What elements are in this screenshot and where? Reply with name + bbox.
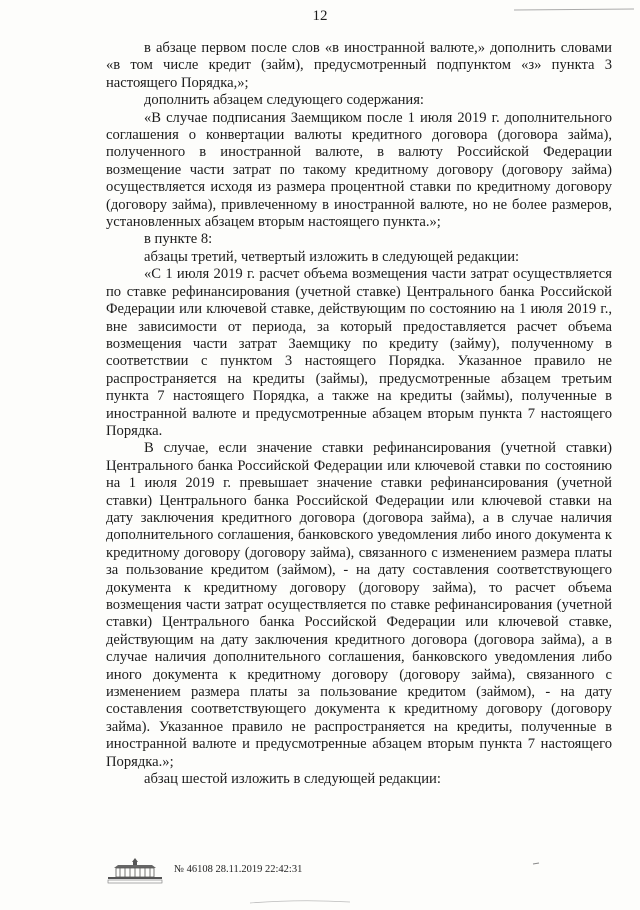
document-body (106, 40, 612, 788)
page-number: 12 (312, 8, 328, 24)
registration-stamp: № 46108 28.11.2019 22:42:31 (174, 864, 303, 875)
paragraph: в пункте 8: (144, 231, 213, 248)
bottom-scan-mark (250, 892, 350, 898)
top-scan-mark (514, 0, 634, 6)
paragraph: дополнить абзацем следующего содержания: (144, 92, 424, 109)
scan-mark (532, 860, 540, 870)
paragraph: в абзаце первом после слов «в иностранной валюте,» дополнить словами «в том числе кредит (займ), предусмотренный подпунктом «з» пункта 3 настоящего Порядка,»; (106, 40, 612, 91)
building-emblem-icon (104, 856, 166, 884)
paragraph: «В случае подписания Заемщиком после 1 июля 2019 г. дополнительного соглашения о конвертации валюты кредитного договора (договора займа), полученного в иностранной валюте, в валюту Российской Федерации возмещение части затрат по такому кредитному договору (договору займа) осуществляется исходя из размера процентной ставки по кредитному договору (договору займа), привлеченному в иностранной валюте, но не более размеров, установленных абзацем вторым настоящего пункта.»; (106, 109, 612, 231)
paragraph: абзацы третий, четвертый изложить в следующей редакции: (144, 248, 520, 265)
footer (104, 856, 524, 886)
paragraph: «С 1 июля 2019 г. расчет объема возмещения части затрат осуществляется по ставке рефинансирования (учетной ставке) Центрального банка Российской Федерации или ключевой ставке, действующим по состоянию на 1 июля 2019 г., вне зависимости от периода, за который предоставляется расчет объема возмещения части затрат Заемщику по кредиту (займу), полученному в соответствии с пунктом 3 настоящего Порядка. Указанное правило не распространяется на кредиты (займы), предусмотренные абзацем третьим пункта 7 настоящего Порядка, а также на кредиты (займы), полученные в иностранной валюте и предусмотренные абзацем вторым пункта 7 настоящего Порядка. (106, 266, 612, 439)
paragraph: В случае, если значение ставки рефинансирования (учетной ставки) Центрального банка Российской Федерации или ключевой ставки по состоянию на 1 июля 2019 г. превышает значение ставки рефинансирования (учетной ставки) Центрального банка Российской Федерации или ключевой ставки на дату заключения кредитного договора (договора займа), а в случае наличия дополнительного соглашения, банковского уведомления либо иного документа к кредитному договору (договору займа), связанного с изменением размера платы за пользование кредитом (займом), - на дату составления соответствующего документа к кредитному договору (договору займа), то расчет объема возмещения части затрат осуществляется по ставке рефинансирования (учетной ставки) Центрального банка Российской Федерации или ключевой ставке, действующим на дату заключения кредитного договора (договора займа), а в случае наличия дополнительного соглашения, банковского уведомления либо иного документа к кредитному договору (договору займа), связанного с изменением размера платы за пользование кредитом (займом), - на дату составления соответствующего документа к кредитному договору (договору займа). Указанное правило не распространяется на кредиты, полученные в иностранной валюте и предусмотренные абзацем вторым пункта 7 настоящего Порядка.»; (106, 440, 612, 770)
paragraph: абзац шестой изложить в следующей редакции: (144, 771, 441, 788)
